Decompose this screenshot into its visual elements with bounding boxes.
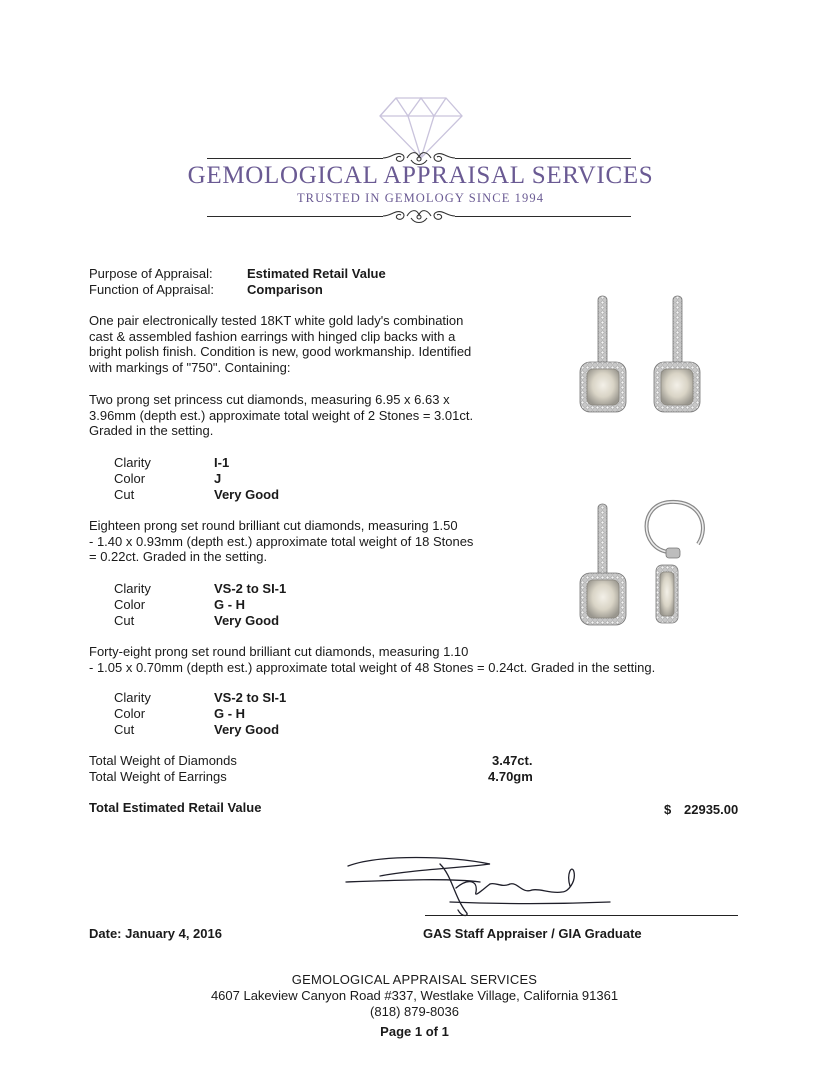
clarity-label: Clarity xyxy=(114,690,151,705)
cut-value: Very Good xyxy=(214,487,280,502)
stone-description-line: Two prong set princess cut diamonds, measuring 6.95 x 6.63 x xyxy=(89,392,450,407)
header-bottom-rule-left xyxy=(207,216,383,217)
stone-group-2-description xyxy=(89,518,473,565)
clarity-label: Clarity xyxy=(114,455,151,470)
earring-front-view-bottom xyxy=(580,504,626,625)
clarity-label: Clarity xyxy=(114,581,151,596)
earrings-photo xyxy=(570,290,740,635)
function-value: Comparison xyxy=(247,282,323,297)
color-label: Color xyxy=(114,471,146,486)
purpose-label: Purpose of Appraisal: xyxy=(89,266,213,281)
footer-company-name: GEMOLOGICAL APPRAISAL SERVICES xyxy=(291,972,538,987)
description-line: cast & assembled fashion earrings with hinged clip backs with a xyxy=(89,328,456,344)
description-line: with markings of "750". Containing: xyxy=(89,359,291,375)
stone-description-line: 3.96mm (depth est.) approximate total weight of 2 Stones = 3.01ct. xyxy=(89,407,474,423)
clarity-value: I-1 xyxy=(214,455,230,470)
item-description xyxy=(89,313,471,375)
company-tagline: TRUSTED IN GEMOLOGY SINCE 1994 xyxy=(296,191,545,205)
total-retail-value: 22935.00 xyxy=(684,802,739,817)
signature-line xyxy=(425,915,738,916)
color-value: G - H xyxy=(214,597,246,612)
total-earring-weight-value: 4.70gm xyxy=(488,769,533,784)
appraiser-title: GAS Staff Appraiser / GIA Graduate xyxy=(423,926,642,941)
cut-value: Very Good xyxy=(214,722,280,737)
earring-front-view-right xyxy=(654,296,700,412)
clarity-value: VS-2 to SI-1 xyxy=(214,581,287,596)
stone-description-line: Forty-eight prong set round brilliant cut diamonds, measuring 1.10 xyxy=(89,644,469,659)
company-name-heading: GEMOLOGICAL APPRAISAL SERVICES xyxy=(187,162,654,189)
color-label: Color xyxy=(114,706,146,721)
cut-label: Cut xyxy=(114,487,135,502)
stone-group-1-description xyxy=(89,392,473,439)
stone-description-line: - 1.40 x 0.93mm (depth est.) approximate total weight of 18 Stones xyxy=(89,533,474,549)
total-retail-value-label: Total Estimated Retail Value xyxy=(89,800,262,815)
scroll-ornament-icon xyxy=(381,206,457,226)
footer-address: 4607 Lakeview Canyon Road #337, Westlake Village, California 91361 xyxy=(210,988,619,1003)
header-top-rule-left xyxy=(207,158,383,159)
stone-description-line: Eighteen prong set round brilliant cut diamonds, measuring 1.50 xyxy=(89,518,458,533)
description-line: bright polish finish. Condition is new, good workmanship. Identified xyxy=(89,344,472,360)
stone-group-3-description xyxy=(89,644,655,675)
cut-label: Cut xyxy=(114,613,135,628)
description-line: One pair electronically tested 18KT white gold lady's combination xyxy=(89,313,464,328)
appraisal-date: Date: January 4, 2016 xyxy=(89,926,222,941)
header-top-rule-right xyxy=(455,158,631,159)
stone-description-line: Graded in the setting. xyxy=(89,423,214,439)
cut-label: Cut xyxy=(114,722,135,737)
header-bottom-rule-right xyxy=(455,216,631,217)
color-value: J xyxy=(214,471,222,486)
color-label: Color xyxy=(114,597,146,612)
page-number: Page 1 of 1 xyxy=(380,1024,449,1039)
appraiser-signature xyxy=(340,852,620,922)
cut-value: Very Good xyxy=(214,613,280,628)
function-label: Function of Appraisal: xyxy=(89,282,215,297)
earring-side-view-open-hoop xyxy=(647,502,703,623)
color-value: G - H xyxy=(214,706,246,721)
earring-front-view-left xyxy=(580,296,626,412)
currency-symbol: $ xyxy=(664,802,672,817)
footer-phone: (818) 879-8036 xyxy=(370,1004,459,1019)
stone-description-line: - 1.05 x 0.70mm (depth est.) approximate total weight of 48 Stones = 0.24ct. Graded in the setting. xyxy=(89,659,656,675)
total-diamond-weight-value: 3.47ct. xyxy=(492,753,533,768)
stone-description-line: = 0.22ct. Graded in the setting. xyxy=(89,549,268,565)
total-diamond-weight-label: Total Weight of Diamonds xyxy=(89,753,237,768)
total-earring-weight-label: Total Weight of Earrings xyxy=(89,769,227,784)
purpose-value: Estimated Retail Value xyxy=(247,266,386,281)
clarity-value: VS-2 to SI-1 xyxy=(214,690,287,705)
